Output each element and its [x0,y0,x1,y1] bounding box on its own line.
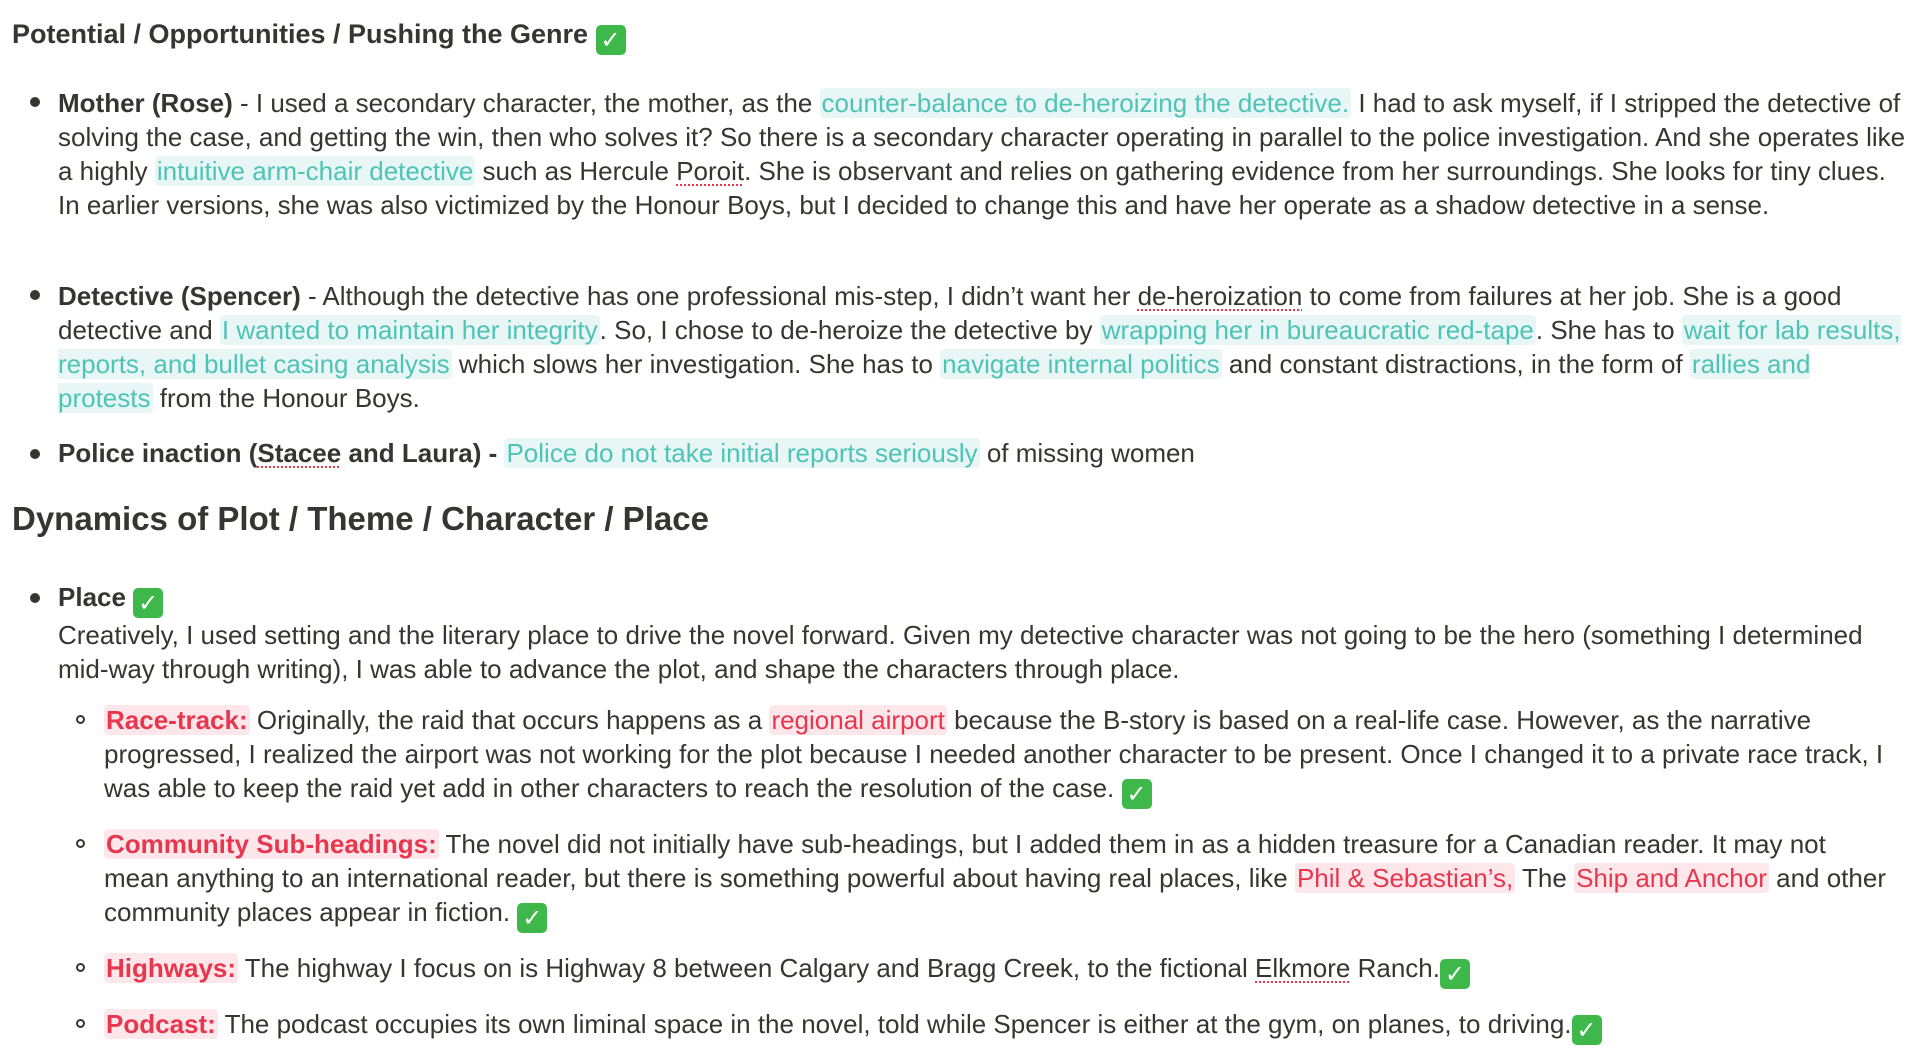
detective-label: Detective (Spencer) [58,281,301,311]
red-highlight: regional airport [771,705,945,735]
check-mark-icon: ✓ [1440,959,1470,989]
check-mark-icon: ✓ [517,903,547,933]
heading-potential-text: Potential / Opportunities / Pushing the Genre [12,19,589,49]
teal-highlight: rallies and protests [58,349,1811,413]
police-text: of missing women [979,438,1195,468]
bullet-icon [30,449,40,459]
podcast-text: The podcast occupies its own liminal space in the novel, told while Spencer is either at the gym, on planes, to driving. [217,1009,1572,1039]
list-item-police[interactable] [58,436,1908,470]
mother-text: I had to ask myself, if I stripped the detective of solving the case, and getting the win, then who solves it? So there is a secondary character operating in parallel to the police investigation. And she operates like a highly [58,88,1906,186]
hollow-bullet-icon [76,715,85,724]
teal-highlight: wait for lab results, reports, and bullet casing analysis [58,315,1901,379]
bullet-icon [30,290,40,300]
police-label-part: Police inaction ( [58,438,258,468]
detective-text: . So, I chose to de-heroize the detective by [599,315,1100,345]
community-text: The novel did not initially have sub-headings, but I added them in as a hidden treasure for a Canadian reader. It may not mean anything to an international reader, but there is something powerful about having real places, like [104,829,1826,893]
racetrack-label: Race-track: [106,705,248,735]
place-body: Creatively, I used setting and the literary place to drive the novel forward. Given my detective character was not going to be the hero (something I determined mid-way through writing), I was able to advance the plot, and shape the characters through place. [58,620,1863,684]
hollow-bullet-icon [76,839,85,848]
heading-dynamics[interactable]: Dynamics of Plot / Theme / Character / Place [12,500,709,537]
detective-text: - Although the detective has one professional mis-step, I didn’t want her [300,281,1138,311]
misspelled-word: Stacee [257,438,342,468]
community-text: The [1515,863,1575,893]
teal-highlight: wrapping her in bureaucratic red-tape [1101,315,1534,345]
police-label-part: and Laura) - [341,438,505,468]
heading-potential[interactable] [12,14,626,55]
place-label: Place [58,582,126,612]
mother-label: Mother (Rose) [58,88,233,118]
racetrack-text: because the B-story is based on a real-life case. However, as the narrative progressed, I realized the airport was not working for the plot because I needed another character to be present. Once I changed it to a private race track, I was able to keep the raid yet add in other characters to reach the resolution of the case. [104,705,1884,803]
teal-highlight: Police do not take initial reports seriously [506,438,978,468]
community-text: and other community places appear in fiction. [104,863,1886,927]
detective-text: and constant distractions, in the form of [1221,349,1690,379]
detective-text: to come from failures at her job. She is a good detective and [58,281,1842,345]
check-mark-icon: ✓ [596,25,626,55]
list-item-place[interactable] [58,580,1908,686]
racetrack-text: Originally, the raid that occurs happens as a [249,705,770,735]
sub-item-highways[interactable] [104,951,1894,989]
mother-text: . She is observant and relies on gathering evidence from her surroundings. She looks for tiny clues. In earlier versions, she was also victimized by the Honour Boys, but I decided to change this and have her operate as a shadow detective in a sense. [58,156,1886,220]
detective-text: from the Honour Boys. [152,383,420,413]
red-highlight: Ship and Anchor [1576,863,1767,893]
mother-text: such as Hercule [475,156,677,186]
hollow-bullet-icon [76,1019,85,1028]
sub-item-racetrack[interactable] [104,703,1894,809]
teal-highlight: I wanted to maintain her integrity [221,315,598,345]
sub-item-podcast[interactable] [104,1007,1894,1045]
teal-highlight: counter-balance to de-heroizing the detective. [821,88,1350,118]
list-item-mother[interactable] [58,86,1908,222]
check-mark-icon: ✓ [1572,1015,1602,1045]
bullet-icon [30,593,40,603]
podcast-label: Podcast: [106,1009,216,1039]
community-label: Community Sub-headings: [106,829,437,859]
police-label [58,438,504,468]
list-item-detective[interactable] [58,279,1908,415]
highways-text: The highway I focus on is Highway 8 between Calgary and Bragg Creek, to the fictional [238,953,1256,983]
sub-item-community[interactable] [104,827,1894,933]
detective-text: . She has to [1535,315,1682,345]
check-mark-icon: ✓ [133,588,163,618]
misspelled-word: de-heroization [1137,281,1303,311]
teal-highlight: intuitive arm-chair detective [156,156,474,186]
teal-highlight: navigate internal politics [942,349,1220,379]
detective-text: which slows her investigation. She has to [451,349,941,379]
hollow-bullet-icon [76,963,85,972]
check-mark-icon: ✓ [1122,779,1152,809]
highways-text: Ranch. [1350,953,1440,983]
misspelled-word: Poroit [676,156,745,186]
red-highlight: Phil & Sebastian’s, [1296,863,1514,893]
mother-text: - I used a secondary character, the mother, as the [232,88,820,118]
bullet-icon [30,97,40,107]
highways-label: Highways: [106,953,237,983]
misspelled-word: Elkmore [1255,953,1351,983]
